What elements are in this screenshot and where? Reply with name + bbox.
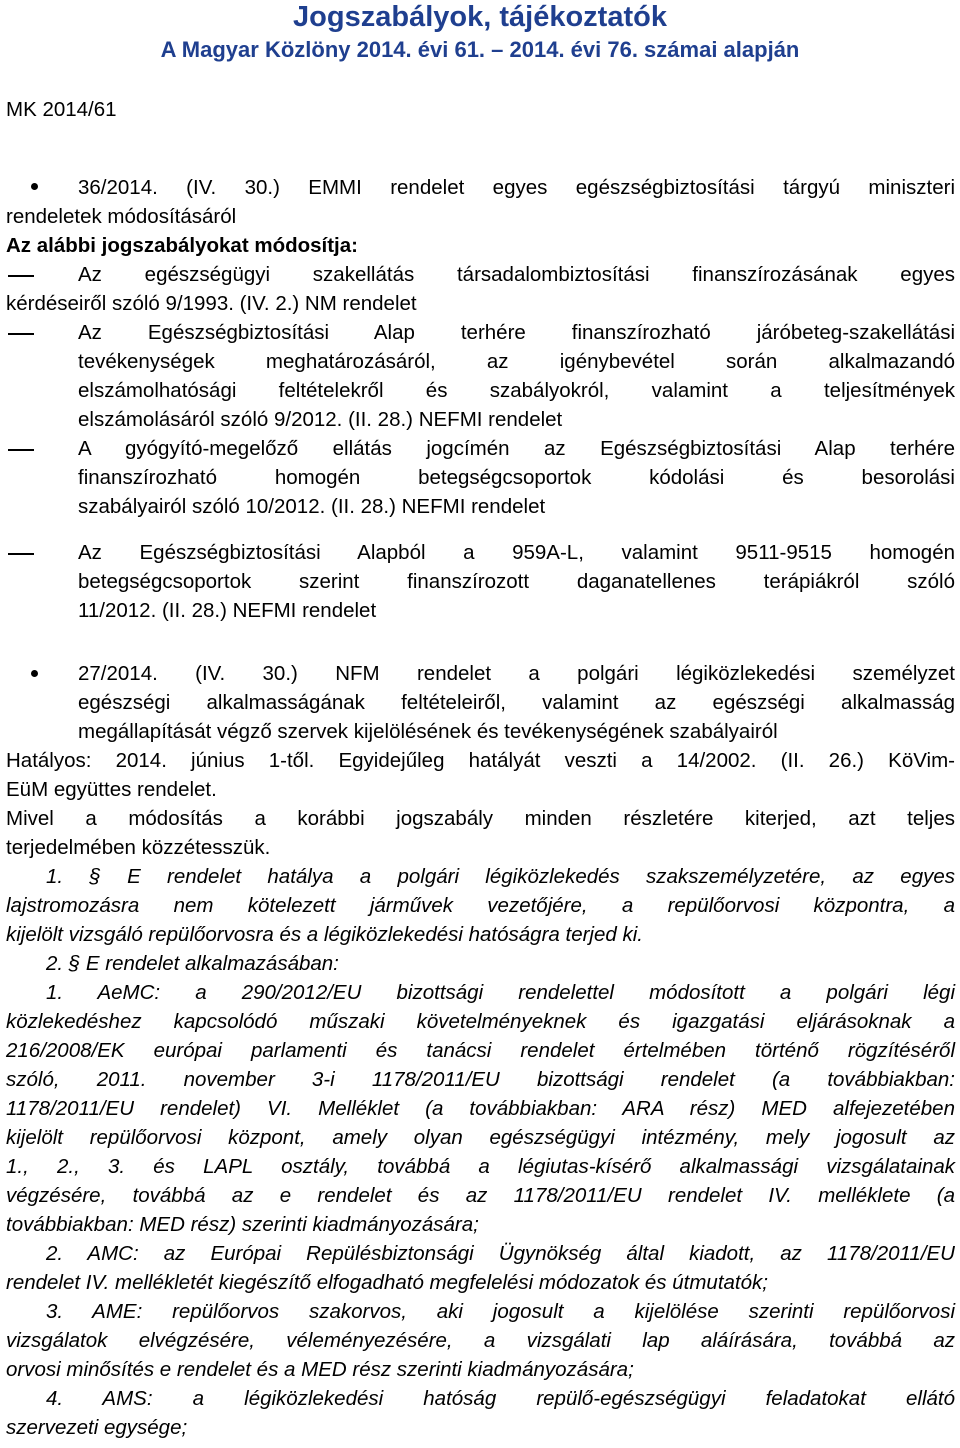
definition-line: közlekedéshez kapcsolódó műszaki követelményeknek és igazgatási eljárásoknak a [6, 1010, 955, 1033]
amended-law-line: Az Egészségbiztosítási Alapból a 959A-L, valamint 9511-9515 homogén [78, 541, 955, 564]
bullet-dot-icon [31, 670, 38, 677]
amended-law-line: 11/2012. (II. 28.) NEFMI rendelet [78, 599, 377, 622]
dash-icon [8, 449, 34, 451]
definition-line: szóló, 2011. november 3-i 1178/2011/EU bizottsági rendelet (a továbbiakban: [6, 1068, 955, 1091]
amended-law-line: Az egészségügyi szakellátás társadalombiztosítási finanszírozásának egyes [78, 263, 955, 286]
definition-line: 4. AMS: a légiközlekedési hatóság repülő-egészségügyi feladatokat ellátó [46, 1387, 955, 1410]
definition-line: orvosi minősítés e rendelet és a MED rész szerinti kiadmányozására; [6, 1358, 634, 1381]
effective-line: EüM együttes rendelet. [6, 778, 217, 801]
definition-line: 1., 2., 3. és LAPL osztály, továbbá a légiutas-kísérő alkalmassági vizsgálatainak [6, 1155, 955, 1178]
definition-line: szervezeti egysége; [6, 1416, 188, 1439]
definition-line: végzésére, továbbá az e rendelet és az 1178/2011/EU rendelet IV. melléklete (a [6, 1184, 955, 1207]
amended-law-line: Az Egészségbiztosítási Alap terhére finanszírozható járóbeteg-szakellátási [78, 321, 955, 344]
section-line: kijelölt vizsgáló repülőorvosra és a légiközlekedési hatóságra terjed ki. [6, 923, 643, 946]
definition-line: 3. AME: repülőorvos szakorvos, aki jogosult a kijelölése szerinti repülőorvosi [46, 1300, 955, 1323]
modifies-label: Az alábbi jogszabályokat módosítja: [6, 234, 358, 257]
regulation-title-line: 27/2014. (IV. 30.) NFM rendelet a polgári légiközlekedési személyzet [78, 662, 955, 685]
definition-line: rendelet IV. mellékletét kiegészítő elfogadható megfelelési módozatok és útmutatók; [6, 1271, 768, 1294]
section-line: 1. § E rendelet hatálya a polgári légiközlekedés szakszemélyzetére, az egyes [46, 865, 955, 888]
definition-line: továbbiakban: MED rész) szerinti kiadmányozására; [6, 1213, 479, 1236]
definition-line: 216/2008/EK európai parlamenti és tanácsi rendelet értelmében történő rögzítéséről [6, 1039, 955, 1062]
section-line: 2. § E rendelet alkalmazásában: [46, 952, 339, 975]
definition-line: 2. AMC: az Európai Repülésbiztonsági Ügynökség által kiadott, az 1178/2011/EU [46, 1242, 955, 1265]
regulation-title-line: egészségi alkalmasságának feltételeiről, valamint az egészségi alkalmasság [78, 691, 955, 714]
regulation-title-line: 36/2014. (IV. 30.) EMMI rendelet egyes egészségbiztosítási tárgyú miniszteri [78, 176, 955, 199]
amended-law-line: betegségcsoportok szerint finanszírozott daganatellenes terápiákról szóló [78, 570, 955, 593]
amended-law-line: tevékenységek meghatározásáról, az igénybevétel során alkalmazandó [78, 350, 955, 373]
amended-law-line: elszámolásáról szóló 9/2012. (II. 28.) NEFMI rendelet [78, 408, 563, 431]
note-line: terjedelmében közzétesszük. [6, 836, 271, 859]
definition-line: 1178/2011/EU rendelet) VI. Melléklet (a továbbiakban: ARA rész) MED alfejezetében [6, 1097, 955, 1120]
dash-icon [8, 553, 34, 555]
note-line: Mivel a módosítás a korábbi jogszabály minden részletére kiterjed, azt teljes [6, 807, 955, 830]
definition-line: 1. AeMC: a 290/2012/EU bizottsági rendelettel módosított a polgári légi [46, 981, 955, 1004]
amended-law-line: kérdéseiről szóló 9/1993. (IV. 2.) NM rendelet [6, 292, 417, 315]
issue-label: MK 2014/61 [6, 98, 117, 121]
amended-law-line: A gyógyító-megelőző ellátás jogcímén az Egészségbiztosítási Alap terhére [78, 437, 955, 460]
amended-law-line: szabályairól szóló 10/2012. (II. 28.) NEFMI rendelet [78, 495, 546, 518]
dash-icon [8, 275, 34, 277]
regulation-title-line: rendeletek módosításáról [6, 205, 237, 228]
definition-line: kijelölt repülőorvosi központ, amely olyan egészségügyi intézmény, mely jogosult az [6, 1126, 955, 1149]
page-title: Jogszabályok, tájékoztatók [293, 1, 667, 33]
definition-line: vizsgálatok elvégzésére, véleményezésére, a vizsgálati lap aláírására, továbbá az [6, 1329, 955, 1352]
dash-icon [8, 333, 34, 335]
bullet-dot-icon [31, 183, 38, 190]
regulation-title-line: megállapítását végző szervek kijelölésének és tevékenységének szabályairól [78, 720, 778, 743]
amended-law-line: finanszírozható homogén betegségcsoportok kódolási és besorolási [78, 466, 955, 489]
amended-law-line: elszámolhatósági feltételekről és szabályokról, valamint a teljesítmények [78, 379, 955, 402]
page-subtitle: A Magyar Közlöny 2014. évi 61. – 2014. évi 76. számai alapján [160, 37, 800, 62]
section-line: lajstromozásra nem kötelezett járművek vezetőjére, a repülőorvosi központra, a [6, 894, 955, 917]
effective-line: Hatályos: 2014. június 1-től. Egyidejűleg hatályát veszti a 14/2002. (II. 26.) KöVim- [6, 749, 955, 772]
